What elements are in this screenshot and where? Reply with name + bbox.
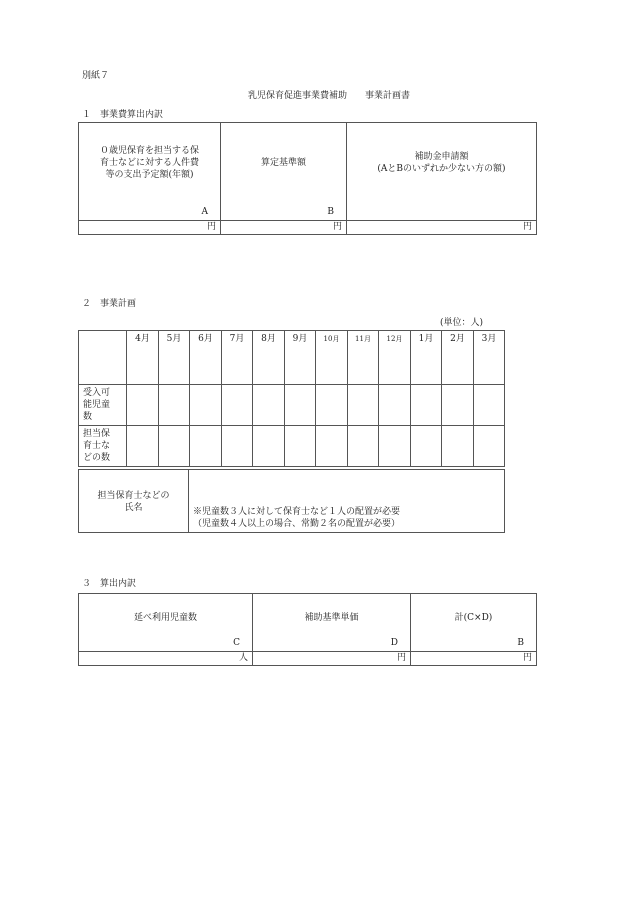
business-plan-table [78, 330, 505, 467]
month-value-cell[interactable] [442, 385, 474, 426]
month-value-cell[interactable] [222, 426, 253, 467]
person-unit: 人 [238, 653, 248, 663]
col-b-value-cell[interactable] [221, 221, 347, 235]
col2-letter: D [390, 638, 398, 648]
section2-heading: ２ 事業計画 [82, 299, 137, 309]
col3-value-cell[interactable] [411, 652, 537, 666]
col3-label: 計(C×D) [454, 613, 493, 623]
col1-label: 延べ利用児童数 [133, 613, 197, 623]
col1-header [79, 594, 253, 652]
row-label-children [79, 385, 127, 426]
col1-letter: C [233, 638, 240, 648]
month-value-cell[interactable] [474, 426, 505, 467]
month-header: 7月 [222, 331, 253, 385]
row-label-staff [79, 426, 127, 467]
month-header: 10月 [316, 331, 348, 385]
document-title: 乳児保育促進事業費補助 事業計画書 [247, 91, 410, 101]
month-value-cell[interactable] [348, 426, 379, 467]
month-value-cell[interactable] [348, 385, 379, 426]
section3-heading: ３ 算出内訳 [82, 579, 137, 589]
corner-cell [79, 331, 127, 385]
month-header: 9月 [285, 331, 316, 385]
staff-note-line: （児童数４人以上の場合、常勤２名の配置が必要） [193, 519, 401, 529]
yen-unit: 円 [332, 222, 342, 232]
month-value-cell[interactable] [127, 426, 159, 467]
month-value-cell[interactable] [285, 426, 316, 467]
unit-note: (単位：人) [440, 318, 484, 328]
month-value-cell[interactable] [411, 385, 442, 426]
month-value-cell[interactable] [379, 426, 411, 467]
row-label-line: 受入可 [83, 388, 111, 398]
month-value-cell[interactable] [127, 385, 159, 426]
col2-value-cell[interactable] [253, 652, 411, 666]
col-a-value-cell[interactable] [79, 221, 221, 235]
row-label-line: 担当保 [83, 429, 111, 439]
col3-header [411, 594, 537, 652]
month-header: 3月 [474, 331, 505, 385]
month-value-cell[interactable] [285, 385, 316, 426]
month-value-cell[interactable] [159, 385, 190, 426]
month-value-cell[interactable] [253, 426, 285, 467]
month-header: 5月 [159, 331, 190, 385]
month-header: 11月 [348, 331, 379, 385]
staff-name-line: 担当保育士などの [97, 491, 170, 501]
month-value-cell[interactable] [411, 426, 442, 467]
annex-label: 別紙７ [82, 71, 110, 81]
yen-unit: 円 [522, 222, 532, 232]
month-header: 4月 [127, 331, 159, 385]
month-value-cell[interactable] [316, 426, 348, 467]
month-header: 12月 [379, 331, 411, 385]
month-header: 6月 [190, 331, 222, 385]
staff-name-table [78, 469, 505, 533]
month-value-cell[interactable] [190, 385, 222, 426]
col-a-line: 等の支出予定額(年額) [105, 170, 194, 180]
col-c-value-cell[interactable] [347, 221, 537, 235]
month-value-cell[interactable] [253, 385, 285, 426]
staff-name-cell[interactable] [189, 470, 505, 533]
cost-breakdown-table [78, 122, 537, 235]
staff-note-line: ※児童数３人に対して保育士など１人の配置が必要 [193, 507, 401, 517]
col-a-line: 育士などに対する人件費 [99, 158, 199, 168]
col-b-header [221, 123, 347, 221]
month-value-cell[interactable] [190, 426, 222, 467]
col-a-header [79, 123, 221, 221]
yen-unit: 円 [396, 653, 406, 663]
calculation-table [78, 593, 537, 666]
section1-heading: １ 事業費算出内訳 [82, 110, 164, 120]
col2-label: 補助基準単価 [304, 613, 359, 623]
month-header: 1月 [411, 331, 442, 385]
month-header: 2月 [442, 331, 474, 385]
col-a-letter: A [201, 207, 208, 217]
month-value-cell[interactable] [474, 385, 505, 426]
month-header: 8月 [253, 331, 285, 385]
row-label-line: どの数 [83, 453, 111, 463]
staff-name-label [79, 470, 189, 533]
row-label-line: 育士な [83, 441, 111, 451]
row-label-line: 能児童 [83, 400, 111, 410]
staff-name-line: 氏名 [124, 503, 143, 513]
col2-header [253, 594, 411, 652]
col-b-letter: B [327, 207, 334, 217]
month-value-cell[interactable] [222, 385, 253, 426]
col-b-label: 算定基準額 [260, 158, 306, 168]
col-c-line: (AとBのいずれか少ない方の額) [377, 164, 506, 174]
month-value-cell[interactable] [159, 426, 190, 467]
col1-value-cell[interactable] [79, 652, 253, 666]
col3-letter: B [517, 638, 524, 648]
col-c-header [347, 123, 537, 221]
month-value-cell[interactable] [442, 426, 474, 467]
yen-unit: 円 [522, 653, 532, 663]
yen-unit: 円 [206, 222, 216, 232]
month-value-cell[interactable] [316, 385, 348, 426]
month-value-cell[interactable] [379, 385, 411, 426]
row-label-line: 数 [83, 412, 93, 422]
col-a-line: ０歳児保育を担当する保 [99, 146, 199, 156]
col-c-line: 補助金申請額 [414, 152, 469, 162]
